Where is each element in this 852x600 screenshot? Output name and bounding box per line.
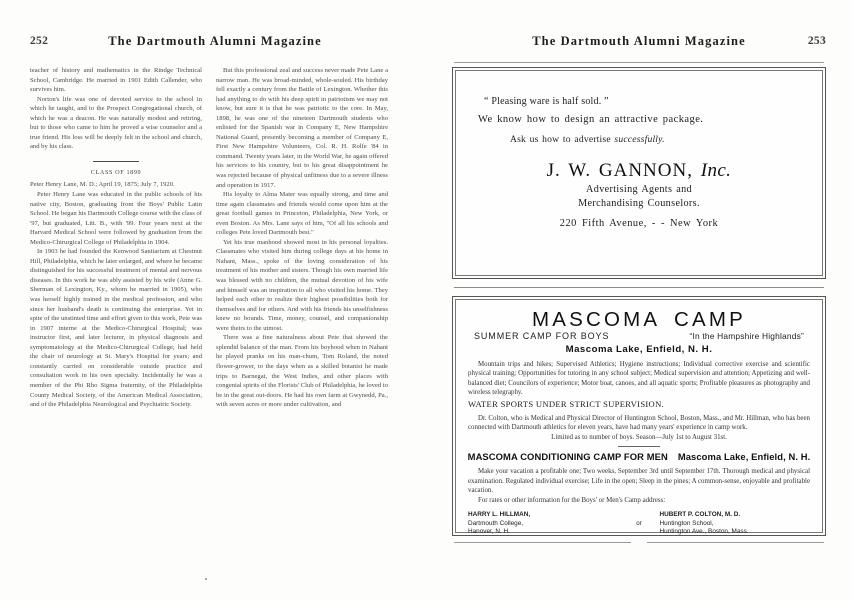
mascoma-contact-block (468, 511, 810, 537)
paragraph: There was a fine naturalness about Pete that showed the splendid balance of the man. From his boyhood when in Nahant he played pranks on his man-chum, Tom Roland, the noted flower-grower, to the days when as a skilled botanist he made trips to Barnegat, the West Indies, and other places with congenial spirits of the Florists' Club of Philadelphia, he loved to be in the great out-doors. He had his own farm at Gwynedd, Pa., with seven acres or more under cultivation, and (216, 334, 388, 409)
page-bottom-rules (452, 542, 826, 543)
advertisement-mascoma-camp[interactable] (452, 296, 826, 536)
contact-right-name: HUBERT P. COLTON, M. D. (659, 511, 741, 519)
paragraph: Dr. Colton, who is Medical and Physical Director of Huntington School, Boston, Mass., and Mr. Hillman, who has been connected with Dartmouth athletics for eleven years, have had many years' experience in camp work. (468, 414, 810, 432)
folio-number-left: 252 (30, 35, 49, 47)
contact-left-line3: Hanover, N. H. (468, 528, 510, 536)
gannon-tagline: We know how to design an attractive package. (478, 114, 704, 125)
bottom-rule-right (647, 542, 824, 543)
conditioning-heading-left: MASCOMA CONDITIONING CAMP FOR MEN (467, 451, 668, 463)
mascoma-subtitle-left: SUMMER CAMP FOR BOYS (474, 331, 610, 341)
text-column-2 (216, 66, 388, 410)
gannon-cta-emphasis: successfully. (614, 134, 665, 145)
contact-left-name: HARRY L. HILLMAN, (468, 511, 531, 519)
advertisement-mascoma-inner-border (455, 299, 823, 536)
scan-speck (205, 578, 207, 580)
mascoma-water-sports-notice: WATER SPORTS UNDER STRICT SUPERVISION. (468, 398, 665, 409)
mascoma-season-note: Limited as to number of boys. Season—July 1st to August 31st. (551, 434, 727, 442)
mascoma-inner-divider (618, 446, 660, 447)
mascoma-description (468, 360, 810, 398)
mascoma-subtitle-row (468, 331, 810, 341)
bottom-rule-left (454, 542, 631, 543)
paragraph: For rates or other information for the Boys' or Men's Camp address: (478, 496, 666, 504)
contact-right-line3: Huntington Ave., Boston, Mass. (659, 528, 749, 536)
magazine-title-left: The Dartmouth Alumni Magazine (108, 34, 322, 48)
gannon-subtitle-line-1: Advertising Agents and (586, 184, 692, 195)
body-columns-left (30, 66, 400, 410)
mascoma-directors-note (468, 414, 810, 433)
mascoma-subtitle-right: “In the Hampshire Highlands” (689, 331, 804, 341)
paragraph: Yet his true manhood showed most in his personal loyalties. Classmates who visited him during college days at his home in Nahant, Mass., spoke of the loving consideration of his treatment of his mother and sisters. Though his own married life was blessed with no children, the mutual devotion of his wife and himself was an inspiration to all who visited his home. They helped each other to realize their highest possibilities both for themselves and for others. And with his friends his unselfishness knew no bounds. Time, money, counsel, and companionship were theirs to the utmost. (216, 238, 388, 332)
contact-right (660, 511, 810, 537)
advertisement-gannon-inner-border (455, 70, 823, 276)
mascoma-conditioning-heading (468, 451, 810, 462)
section-divider-rule (93, 161, 139, 162)
paragraph: But this professional zeal and success never made Pete Lane a narrow man. He was broad-minded, whole-souled. His birthday fell exactly a century from the Battle of Lexington. Whether this had anything to do with his deep spirit in patriotism we may not know, but sure it is that he was patriotic to the core. In May, 1898, he was one of the nineteen Dartmouth students who enlisted for the Spanish war in Company E, New Hampshire National Guard, presently becoming a member of Company E, First New Hampshire Volunteers, Col. R. H. Rolfe '84 in command. Twenty years later, in the World War, he again offered his services to his country, but to his great disappointment he was rejected because of physical unfitness due to a severe illness and operation in 1917. (216, 67, 388, 189)
gannon-company-name (476, 159, 802, 183)
gannon-quote: “ Pleasing ware is half sold. ” (484, 96, 609, 107)
gannon-address: 220 Fifth Avenue, - - New York (559, 218, 719, 229)
paragraph: Mountain trips and hikes; Supervised Athletics; Hygiene instructions; Individual corrective exercise and scientific physical training; Opportunities for tutoring in any school subject; Medical supervision and attention; Appetizing and well-balanced diet; Councilors of experience; Motor boat, canoes, and all aquatic sports; Profitable pleasures as photography and wireless telegraphy. (468, 361, 810, 397)
mascoma-location: Mascoma Lake, Enfield, N. H. (565, 344, 713, 355)
conditioning-heading-right: Mascoma Lake, Enfield, N. H. (677, 451, 811, 463)
contact-left (468, 511, 618, 537)
contact-or-label: or (636, 519, 642, 527)
ad-separator-rule (454, 287, 824, 290)
gannon-company-inc: Inc. (700, 160, 732, 181)
contact-left-line2: Dartmouth College, (468, 519, 524, 527)
gannon-company-main: J. W. GANNON, (546, 160, 701, 181)
mascoma-conditioning-description (468, 467, 810, 505)
gannon-cta-text: Ask us how to advertise (510, 134, 615, 145)
ad-top-rule (454, 62, 824, 63)
mascoma-title: MASCOMA CAMP (531, 308, 747, 331)
magazine-title-right: The Dartmouth Alumni Magazine (532, 34, 746, 48)
gannon-call-to-action (510, 130, 802, 150)
running-head-right (452, 34, 826, 60)
paragraph: Norton's life was one of devoted service to the school in which he taught, and to the Prospect Congregational church, of which he was a deacon. He was naturally modest and retiring, but to those who came to him he proved a wise counselor and a true friend. His loss will be deeply felt in the school and church, and by his class. (30, 95, 202, 151)
paragraph: Make your vacation a profitable one; Two weeks, September 3rd until September 17th. Thorough medical and physical examination. Regulated individual exercise; Life in the open; Sleep in the pines; A common-sense, enjoyable and profitable vacation. (468, 468, 810, 495)
page-right (426, 0, 852, 600)
paragraph: In 1903 he had founded the Kenwood Sanitarium at Chestnut Hill, Philadelphia, which he later enlarged, and where he became distinguished for his successful treatment of mental and nervous diseases. In this work he was ably assisted by his wife (Anne G. Sherman of Lexington, Ky., whom he married in 1905), who was herself highly trained in the medical profession, and who since her husband's death is continuing the enterprise. Yet in spite of the unstinted time and effort given to this work, Pete was in 1907 interne at the Medico-Chirurgical Hospital; was instructor first, and later lecturer, in physical diagnosis and symptomatology at the Medico-Chirurgical College; had held the chair of neurology at St. Mary's Hospital for years; and constantly carried on considerable outside practice and consultation work in his own specialty. Incidentally he was a member of the Phi Rho Sigma fraternity, of the Philadelphia County Medical Society, of the American Medical Association, and of the Philadelphia Neurological and Psychiatric Society. (30, 248, 202, 409)
contact-right-line2: Huntington School, (659, 519, 714, 527)
running-head-left (30, 34, 400, 60)
class-heading: CLASS OF 1899 (90, 168, 142, 176)
folio-number-right: 253 (807, 35, 826, 47)
text-column-1 (30, 66, 202, 410)
gannon-subtitle-line-2: Merchandising Counselors. (578, 197, 700, 209)
advertisement-gannon[interactable] (452, 67, 826, 279)
paragraph: teacher of history and mathematics in the Rindge Technical School, Cambridge. He married in 1901 Edith Callender, who survives him. (30, 67, 202, 94)
paragraph: His loyalty to Alma Mater was equally strong, and time and time again classmates and friends would come upon him at the great football games in Princeton, Philadelphia, New York, or even Boston. As Mrs. Lane says of him, "Of all his schools and colleges Pete loved Dartmouth best." (216, 191, 388, 237)
obituary-entry-name: Peter Henry Lane, M. D.; April 19, 1875; July 7, 1920. (30, 181, 175, 189)
paragraph: Peter Henry Lane was educated in the public schools of his native city, Boston, graduating from the Boys' Public Latin School. He began his Dartmouth College course with the class of '97, but graduated, Litt. B., with '99. Four years next at the Harvard Medical School were followed by graduation from the Medico-Chirurgical College of Philadelphia in 1904. (30, 191, 202, 246)
